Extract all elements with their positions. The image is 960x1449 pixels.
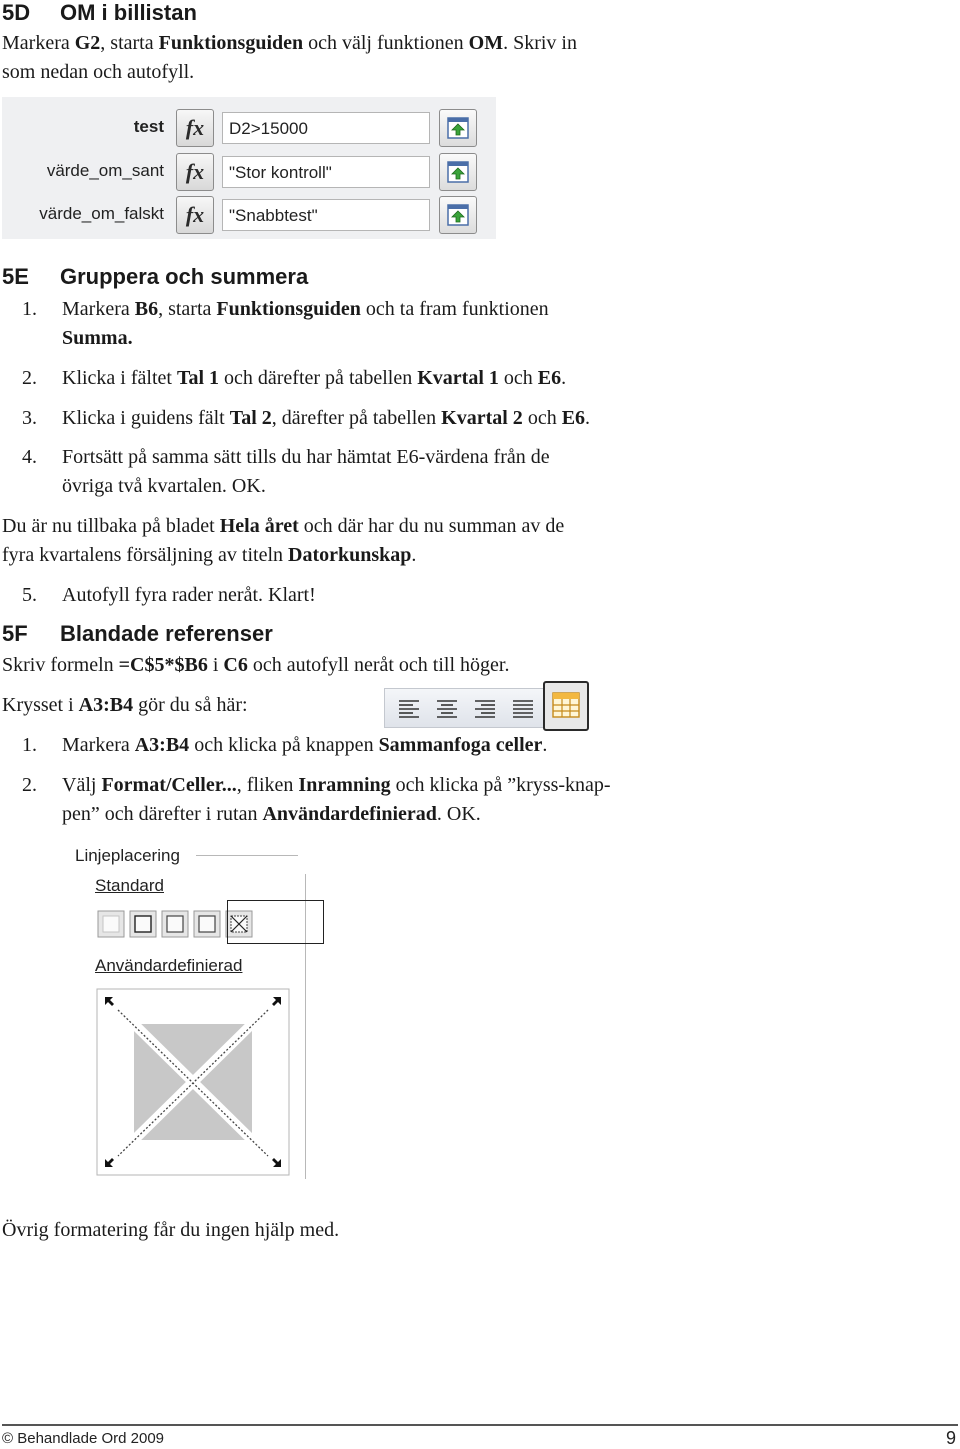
list-item-continuation: Summa. bbox=[62, 327, 133, 349]
border-settings-panel bbox=[60, 840, 360, 1185]
shrink-dialog-button[interactable] bbox=[439, 109, 477, 147]
preset-outer[interactable] bbox=[130, 911, 156, 937]
standard-label: Standard bbox=[95, 876, 164, 895]
list-item-continuation: pen” och därefter i rutan Användardefinierad. OK. bbox=[62, 803, 481, 825]
section-title: Gruppera och summera bbox=[60, 264, 309, 289]
section-5d-heading bbox=[2, 0, 197, 26]
custom-border-preview[interactable] bbox=[96, 988, 290, 1176]
align-left-icon[interactable] bbox=[397, 697, 421, 719]
paragraph: fyra kvartalens försäljning av titeln Datorkunskap. bbox=[2, 544, 417, 566]
highlight-frame bbox=[227, 900, 324, 944]
list-item: 5. Autofyll fyra rader neråt. Klart! bbox=[22, 584, 316, 606]
shrink-dialog-button[interactable] bbox=[439, 196, 477, 234]
section-title: Blandade referenser bbox=[60, 621, 273, 646]
shrink-icon bbox=[440, 154, 476, 190]
shrink-icon bbox=[440, 110, 476, 146]
paragraph: som nedan och autofyll. bbox=[2, 61, 195, 83]
wizard-row-false bbox=[2, 195, 496, 235]
preset-top-bottom[interactable] bbox=[194, 911, 220, 937]
closing-paragraph: Övrig formatering får du ingen hjälp med. bbox=[2, 1219, 340, 1241]
section-5e-heading bbox=[2, 264, 308, 290]
list-item: 1. Markera A3:B4 och klicka på knappen Sammanfoga celler. bbox=[22, 734, 548, 756]
paragraph: Markera G2, starta Funktionsguiden och välj funktionen OM. Skriv in bbox=[2, 32, 577, 54]
alignment-toolbar bbox=[384, 688, 556, 728]
wizard-row-true bbox=[2, 152, 496, 192]
list-item: 1. Markera B6, starta Funktionsguiden och ta fram funktionen bbox=[22, 298, 549, 320]
divider bbox=[196, 855, 298, 856]
section-5f-heading bbox=[2, 621, 273, 647]
merge-cells-button[interactable] bbox=[543, 681, 589, 731]
paragraph: Du är nu tillbaka på bladet Hela året och där har du nu summan av de bbox=[2, 515, 565, 537]
fx-button[interactable]: fx bbox=[176, 109, 214, 147]
section-number: 5F bbox=[2, 621, 28, 646]
fx-button[interactable]: fx bbox=[176, 196, 214, 234]
argument-input[interactable]: "Stor kontroll" bbox=[222, 156, 430, 188]
argument-input[interactable]: D2>15000 bbox=[222, 112, 430, 144]
custom-label: Användardefinierad bbox=[95, 956, 243, 975]
copyright-text: © Behandlade Ord 2009 bbox=[2, 1430, 165, 1447]
merge-cells-icon bbox=[545, 683, 587, 729]
preset-outer-inner[interactable] bbox=[162, 911, 188, 937]
paragraph: Krysset i A3:B4 gör du så här: bbox=[2, 694, 248, 716]
list-item: 2. Välj Format/Celler..., fliken Inramning och klicka på ”kryss-knap- bbox=[22, 774, 611, 796]
wizard-row-test bbox=[2, 108, 496, 148]
section-title: OM i billistan bbox=[60, 0, 197, 25]
footer-divider bbox=[2, 1424, 958, 1426]
preset-none[interactable] bbox=[98, 911, 124, 937]
fx-button[interactable]: fx bbox=[176, 153, 214, 191]
shrink-dialog-button[interactable] bbox=[439, 153, 477, 191]
argument-label: värde_om_sant bbox=[46, 161, 164, 180]
justify-icon[interactable] bbox=[511, 697, 535, 719]
list-item: 2. Klicka i fältet Tal 1 och därefter på tabellen Kvartal 1 och E6. bbox=[22, 367, 567, 389]
line-arrangement-label: Linjeplacering bbox=[75, 846, 180, 865]
function-wizard-panel bbox=[2, 97, 496, 239]
argument-input[interactable]: "Snabbtest" bbox=[222, 199, 430, 231]
list-item: 4. Fortsätt på samma sätt tills du har hämtat E6-värdena från de bbox=[22, 446, 550, 468]
page-number: 9 bbox=[945, 1428, 956, 1448]
section-number: 5E bbox=[2, 264, 29, 289]
paragraph: Skriv formeln =C$5*$B6 i C6 och autofyll neråt och till höger. bbox=[2, 654, 510, 676]
argument-label: test bbox=[133, 117, 164, 136]
align-right-icon[interactable] bbox=[473, 697, 497, 719]
align-center-icon[interactable] bbox=[435, 697, 459, 719]
argument-label: värde_om_falskt bbox=[39, 204, 164, 223]
section-number: 5D bbox=[2, 0, 31, 25]
shrink-icon bbox=[440, 197, 476, 233]
list-item: 3. Klicka i guidens fält Tal 2, därefter på tabellen Kvartal 2 och E6. bbox=[22, 407, 591, 429]
list-item-continuation: övriga två kvartalen. OK. bbox=[62, 475, 266, 497]
